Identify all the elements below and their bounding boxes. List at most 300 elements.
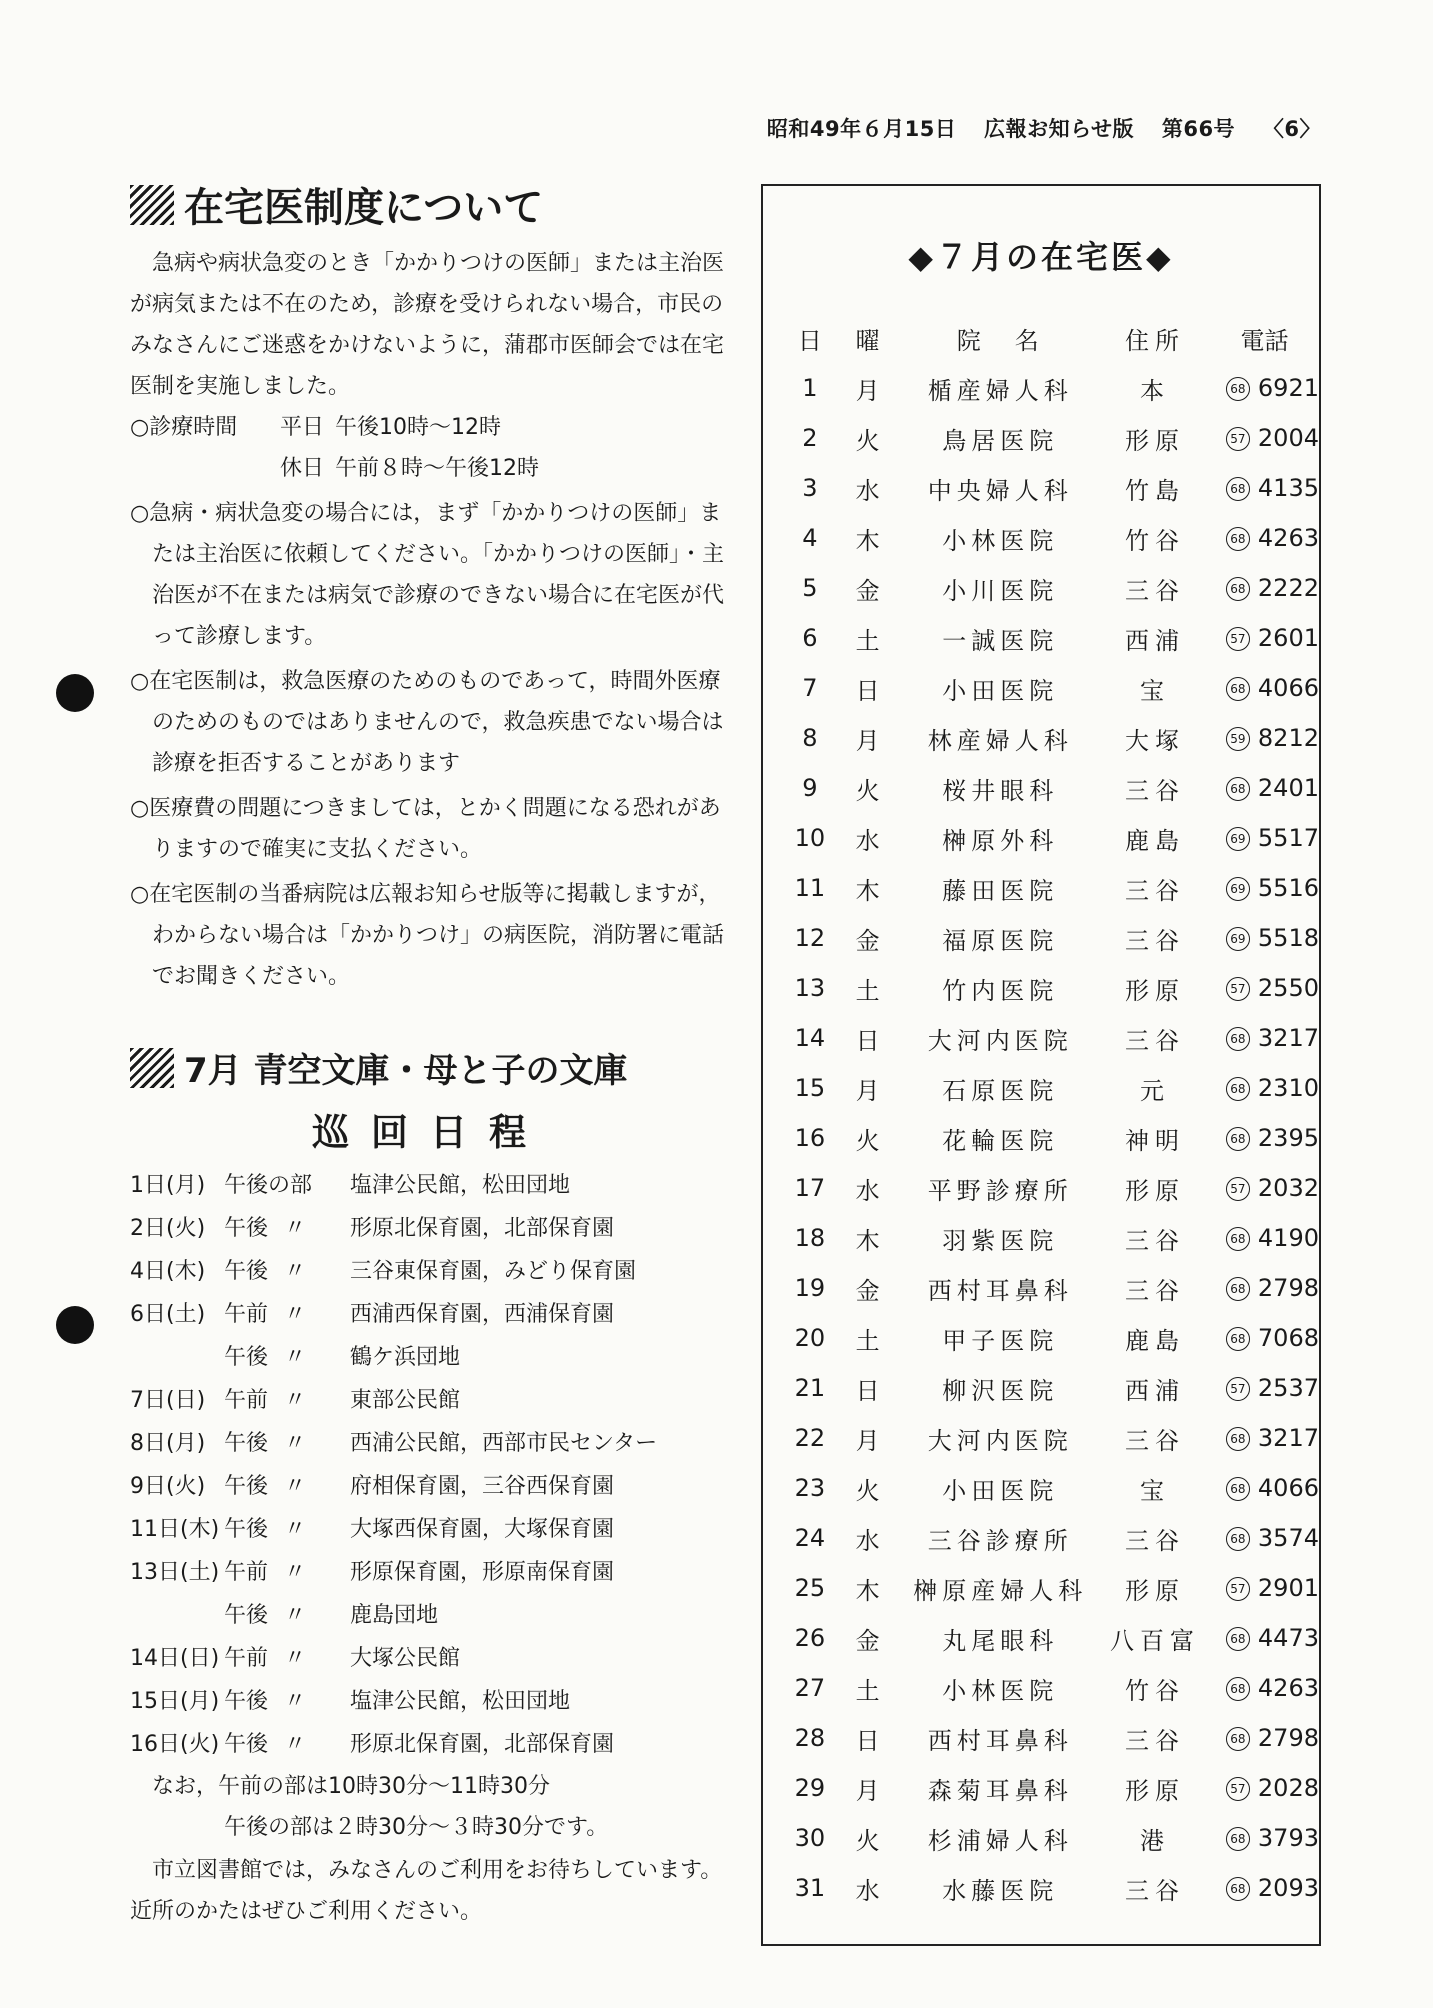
phone-number: 4263 <box>1257 524 1319 552</box>
phone-number: 4263 <box>1257 1674 1319 1702</box>
schedule-date: 14日(日) <box>130 1646 220 1671</box>
schedule-period: 午後 <box>224 1689 269 1714</box>
area-code-circle: 57 <box>1226 427 1250 451</box>
cell-address: 元 <box>1140 1076 1170 1105</box>
cell-phone <box>1210 1363 1319 1413</box>
cell-address: 形原 <box>1125 1176 1185 1205</box>
cell-phone <box>1210 1213 1319 1263</box>
cell-phone <box>1210 1513 1319 1563</box>
cell-weekday: 金 <box>855 576 880 605</box>
cell-phone <box>1210 863 1319 913</box>
cell-day: 25 <box>794 1574 826 1602</box>
schedule-period: 午後 <box>224 1517 269 1542</box>
cell-day: 15 <box>794 1074 826 1102</box>
cell-phone <box>1210 1113 1319 1163</box>
cell-address: 形原 <box>1125 1776 1185 1805</box>
cell-weekday: 月 <box>855 1076 880 1105</box>
cell-name: 森菊耳鼻科 <box>927 1776 1073 1805</box>
hours-label: ○診療時間 <box>130 415 238 440</box>
cell-day: 20 <box>794 1324 826 1352</box>
area-code-circle: 68 <box>1226 1027 1250 1051</box>
phone-number: 3217 <box>1257 1024 1319 1052</box>
phone-number: 2550 <box>1257 974 1319 1002</box>
cell-day: 21 <box>794 1374 826 1402</box>
phone-number: 2093 <box>1257 1874 1319 1902</box>
zaitakui-title: ◆７月の在宅医◆ <box>908 238 1174 276</box>
cell-weekday: 水 <box>855 1176 880 1205</box>
schedule-row <box>130 1293 730 1336</box>
phone-number: 2901 <box>1257 1574 1319 1602</box>
cell-phone <box>1210 363 1319 413</box>
schedule-row <box>130 1637 730 1680</box>
cell-day: 9 <box>802 774 818 802</box>
cell-address: 三谷 <box>1125 926 1185 955</box>
cell-name: 林産婦人科 <box>927 726 1073 755</box>
schedule-ditto-mark: 〃 <box>284 1345 307 1370</box>
schedule-places: 形原保育園，形原南保育園 <box>350 1560 615 1585</box>
cell-phone <box>1210 1013 1319 1063</box>
bunko-note-afternoon: 午後の部は２時30分～３時30分です。 <box>224 1815 609 1840</box>
cell-address: 三谷 <box>1125 1726 1185 1755</box>
table-row <box>785 513 1319 563</box>
cell-address: 大塚 <box>1125 726 1185 755</box>
area-code-circle: 68 <box>1226 1627 1250 1651</box>
phone-number: 2395 <box>1257 1124 1319 1152</box>
schedule-ditto-mark: 〃 <box>284 1732 307 1757</box>
area-code-circle: 69 <box>1226 927 1250 951</box>
table-row <box>785 1263 1319 1313</box>
schedule-ditto-mark: 〃 <box>284 1560 307 1585</box>
cell-address: 宝 <box>1140 1476 1170 1505</box>
cell-weekday: 日 <box>855 1726 880 1755</box>
table-row <box>785 1813 1319 1863</box>
area-code-circle: 57 <box>1226 1577 1250 1601</box>
area-code-circle: 68 <box>1226 577 1250 601</box>
cell-day: 23 <box>794 1474 826 1502</box>
cell-address: 竹谷 <box>1125 1676 1185 1705</box>
schedule-row <box>130 1207 730 1250</box>
cell-phone <box>1210 1313 1319 1363</box>
schedule-row <box>130 1164 730 1207</box>
phone-number: 4066 <box>1257 674 1319 702</box>
table-row <box>785 1863 1319 1913</box>
area-code-circle: 57 <box>1226 1177 1250 1201</box>
schedule-ditto-mark: 〃 <box>284 1259 307 1284</box>
cell-phone <box>1210 763 1319 813</box>
cell-phone <box>1210 1713 1319 1763</box>
area-code-circle: 57 <box>1226 627 1250 651</box>
schedule-ditto-mark: 〃 <box>284 1388 307 1413</box>
cell-day: 27 <box>794 1674 826 1702</box>
cell-name: 榊原産婦人科 <box>913 1576 1088 1605</box>
schedule-period: 午前 <box>224 1388 269 1413</box>
area-code-circle: 68 <box>1226 1727 1250 1751</box>
schedule-places: 東部公民館 <box>350 1388 461 1413</box>
area-code-circle: 69 <box>1226 827 1250 851</box>
cell-weekday: 金 <box>855 1626 880 1655</box>
table-row <box>785 1713 1319 1763</box>
zaitaku-note: ○在宅医制は，救急医療のためのものであって，時間外医療のためのものではありませんので，救急疾患でない場合は診療を拒否することがあります <box>130 669 724 776</box>
page-header <box>747 113 1321 143</box>
phone-number: 2004 <box>1257 424 1319 452</box>
col-header-address: 住所 <box>1125 326 1185 355</box>
schedule-places: 西浦公民館，西部市民センター <box>350 1431 658 1456</box>
phone-number: 6921 <box>1257 374 1319 402</box>
schedule-places: 鹿島団地 <box>350 1603 439 1628</box>
schedule-period: 午後 <box>224 1603 269 1628</box>
cell-weekday: 火 <box>855 1826 880 1855</box>
table-row <box>785 1013 1319 1063</box>
area-code-circle: 57 <box>1226 1377 1250 1401</box>
cell-day: 10 <box>794 824 826 852</box>
schedule-period: 午後の部 <box>224 1173 313 1198</box>
punch-hole-bottom <box>56 1306 94 1344</box>
table-row <box>785 1363 1319 1413</box>
cell-day: 24 <box>794 1524 826 1552</box>
cell-name: 小田医院 <box>942 1476 1059 1505</box>
phone-number: 2601 <box>1257 624 1319 652</box>
schedule-date: 15日(月) <box>130 1689 220 1714</box>
cell-address: 本 <box>1140 376 1170 405</box>
table-row <box>785 1663 1319 1713</box>
cell-address: 形原 <box>1125 1576 1185 1605</box>
phone-number: 2032 <box>1257 1174 1319 1202</box>
cell-address: 宝 <box>1140 676 1170 705</box>
schedule-row <box>130 1379 730 1422</box>
table-row <box>785 863 1319 913</box>
area-code-circle: 68 <box>1226 677 1250 701</box>
cell-name: 桜井眼科 <box>942 776 1059 805</box>
cell-day: 3 <box>802 474 818 502</box>
cell-weekday: 水 <box>855 476 880 505</box>
bunko-title-text: 7月 青空文庫・母と子の文庫 <box>184 1051 628 1091</box>
cell-weekday: 月 <box>855 1776 880 1805</box>
schedule-period: 午後 <box>224 1431 269 1456</box>
cell-day: 17 <box>794 1174 826 1202</box>
bunko-section-title <box>130 1043 730 1092</box>
cell-address: 三谷 <box>1125 1026 1185 1055</box>
schedule-date: 1日(月) <box>130 1173 206 1198</box>
publication-name: 広報お知らせ版 <box>984 117 1135 141</box>
cell-address: 西浦 <box>1125 626 1185 655</box>
table-row <box>785 1513 1319 1563</box>
cell-name: 羽紫医院 <box>942 1226 1059 1255</box>
cell-address: 形原 <box>1125 426 1185 455</box>
area-code-circle: 68 <box>1226 1127 1250 1151</box>
cell-address: 西浦 <box>1125 1376 1185 1405</box>
col-header-name: 院 名 <box>956 326 1044 355</box>
table-row <box>785 763 1319 813</box>
cell-weekday: 水 <box>855 1526 880 1555</box>
table-row <box>785 913 1319 963</box>
cell-weekday: 火 <box>855 1126 880 1155</box>
cell-day: 2 <box>802 424 818 452</box>
zaitaku-note: ○急病・病状急変の場合には，まず「かかりつけの医師」または主治医に依頼してください。「かかりつけの医師」・主治医が不在または病気で診療のできない場合に在宅医が代って診療します。 <box>130 501 725 649</box>
cell-phone <box>1210 663 1319 713</box>
area-code-circle: 68 <box>1226 1277 1250 1301</box>
cell-day: 5 <box>802 574 818 602</box>
cell-phone <box>1210 813 1319 863</box>
cell-phone <box>1210 513 1319 563</box>
table-row <box>785 1763 1319 1813</box>
cell-name: 竹内医院 <box>942 976 1059 1005</box>
col-header-weekday: 曜 <box>855 326 880 355</box>
cell-address: 三谷 <box>1125 876 1185 905</box>
schedule-row <box>130 1508 730 1551</box>
phone-number: 4066 <box>1257 1474 1319 1502</box>
hatch-mark-icon <box>130 1048 174 1088</box>
schedule-places: 塩津公民館，松田団地 <box>350 1173 571 1198</box>
zaitaku-note: ○医療費の問題につきましては，とかく問題になる恐れがありますので確実に支払ください。 <box>130 796 721 862</box>
cell-weekday: 月 <box>855 1426 880 1455</box>
cell-day: 29 <box>794 1774 826 1802</box>
schedule-ditto-mark: 〃 <box>284 1646 307 1671</box>
left-column <box>130 176 730 1932</box>
schedule-date: 4日(木) <box>130 1259 206 1284</box>
table-row <box>785 713 1319 763</box>
cell-address: 鹿島 <box>1125 826 1185 855</box>
cell-phone <box>1210 563 1319 613</box>
area-code-circle: 68 <box>1226 1477 1250 1501</box>
schedule-places: 大塚公民館 <box>350 1646 461 1671</box>
cell-address: 三谷 <box>1125 1276 1185 1305</box>
cell-name: 鳥居医院 <box>942 426 1059 455</box>
cell-day: 19 <box>794 1274 826 1302</box>
bunko-schedule <box>130 1164 730 1766</box>
area-code-circle: 59 <box>1226 727 1250 751</box>
schedule-places: 鶴ケ浜団地 <box>350 1345 461 1370</box>
phone-number: 8212 <box>1257 724 1319 752</box>
schedule-row <box>130 1723 730 1766</box>
cell-weekday: 土 <box>855 626 880 655</box>
area-code-circle: 68 <box>1226 377 1250 401</box>
table-row <box>785 413 1319 463</box>
cell-address: 神明 <box>1125 1126 1185 1155</box>
table-row <box>785 563 1319 613</box>
schedule-date: 7日(日) <box>130 1388 206 1413</box>
bunko-section <box>130 1043 730 1932</box>
cell-day: 14 <box>794 1024 826 1052</box>
schedule-period: 午後 <box>224 1345 269 1370</box>
cell-weekday: 火 <box>855 1476 880 1505</box>
cell-phone <box>1210 913 1319 963</box>
cell-name: 藤田医院 <box>942 876 1059 905</box>
schedule-ditto-mark: 〃 <box>284 1603 307 1628</box>
cell-day: 12 <box>794 924 826 952</box>
cell-name: 石原医院 <box>942 1076 1059 1105</box>
cell-weekday: 木 <box>855 876 880 905</box>
schedule-row <box>130 1680 730 1723</box>
table-row <box>785 1113 1319 1163</box>
schedule-period: 午前 <box>224 1302 269 1327</box>
cell-name: 榊原外科 <box>942 826 1059 855</box>
cell-name: 小川医院 <box>942 576 1059 605</box>
cell-address: 八百富 <box>1110 1626 1200 1655</box>
zaitaku-section-title <box>130 176 730 233</box>
cell-weekday: 月 <box>855 726 880 755</box>
schedule-row <box>130 1465 730 1508</box>
zaitaku-intro: 急病や病状急変のとき「かかりつけの医師」または主治医が病気または不在のため，診療を受けられない場合，市民のみなさんにご迷惑をかけないように，蒲郡市医師会では在宅医制を実施しました。 <box>130 251 725 399</box>
cell-phone <box>1210 1863 1319 1913</box>
cell-phone <box>1210 413 1319 463</box>
schedule-row <box>130 1336 730 1379</box>
cell-day: 7 <box>802 674 818 702</box>
cell-address: 三谷 <box>1125 1526 1185 1555</box>
schedule-row <box>130 1250 730 1293</box>
cell-weekday: 日 <box>855 676 880 705</box>
cell-weekday: 水 <box>855 826 880 855</box>
issue-number: 第66号 <box>1161 117 1236 141</box>
cell-name: 小林医院 <box>942 1676 1059 1705</box>
area-code-circle: 68 <box>1226 1227 1250 1251</box>
cell-address: 三谷 <box>1125 576 1185 605</box>
table-row <box>785 1613 1319 1663</box>
area-code-circle: 68 <box>1226 1077 1250 1101</box>
phone-number: 3217 <box>1257 1424 1319 1452</box>
schedule-places: 形原北保育園，北部保育園 <box>350 1732 615 1757</box>
table-row <box>785 813 1319 863</box>
phone-number: 2798 <box>1257 1724 1319 1752</box>
schedule-places: 府相保育園，三谷西保育園 <box>350 1474 615 1499</box>
table-row <box>785 1163 1319 1213</box>
hours-day: 平日 <box>280 415 325 440</box>
zaitakui-table <box>785 313 1319 1913</box>
hatch-mark-icon <box>130 185 174 225</box>
area-code-circle: 68 <box>1226 527 1250 551</box>
schedule-date: 9日(火) <box>130 1474 206 1499</box>
cell-weekday: 木 <box>855 1226 880 1255</box>
area-code-circle: 68 <box>1226 477 1250 501</box>
zaitaku-title-text: 在宅医制度について <box>184 185 544 231</box>
schedule-row <box>130 1594 730 1637</box>
cell-name: 西村耳鼻科 <box>927 1276 1073 1305</box>
schedule-ditto-mark: 〃 <box>284 1216 307 1241</box>
cell-name: 花輪医院 <box>942 1126 1059 1155</box>
cell-day: 16 <box>794 1124 826 1152</box>
cell-name: 柳沢医院 <box>942 1376 1059 1405</box>
cell-weekday: 日 <box>855 1376 880 1405</box>
cell-phone <box>1210 1163 1319 1213</box>
cell-name: 西村耳鼻科 <box>927 1726 1073 1755</box>
area-code-circle: 69 <box>1226 877 1250 901</box>
cell-phone <box>1210 1763 1319 1813</box>
schedule-period: 午後 <box>224 1474 269 1499</box>
bunko-note-morning: なお，午前の部は10時30分～11時30分 <box>152 1774 550 1799</box>
bunko-subtitle: 巡回日程 <box>312 1111 548 1154</box>
phone-number: 3574 <box>1257 1524 1319 1552</box>
schedule-places: 塩津公民館，松田団地 <box>350 1689 571 1714</box>
schedule-date: 16日(火) <box>130 1732 220 1757</box>
table-row <box>785 1563 1319 1613</box>
cell-phone <box>1210 463 1319 513</box>
cell-phone <box>1210 1063 1319 1113</box>
schedule-period: 午後 <box>224 1216 269 1241</box>
bunko-note <box>130 1766 730 1848</box>
schedule-places: 西浦西保育園，西浦保育園 <box>350 1302 615 1327</box>
schedule-date: 8日(月) <box>130 1431 206 1456</box>
schedule-period: 午前 <box>224 1646 269 1671</box>
area-code-circle: 68 <box>1226 1677 1250 1701</box>
table-row <box>785 663 1319 713</box>
phone-number: 2401 <box>1257 774 1319 802</box>
table-row <box>785 463 1319 513</box>
cell-weekday: 金 <box>855 1276 880 1305</box>
cell-day: 30 <box>794 1824 826 1852</box>
cell-phone <box>1210 713 1319 763</box>
cell-address: 竹谷 <box>1125 526 1185 555</box>
cell-name: 三谷診療所 <box>927 1526 1073 1555</box>
schedule-date: 11日(木) <box>130 1517 220 1542</box>
cell-phone <box>1210 1463 1319 1513</box>
hours-row-holiday <box>130 448 730 489</box>
cell-name: 甲子医院 <box>942 1326 1059 1355</box>
cell-day: 1 <box>802 374 818 402</box>
cell-weekday: 土 <box>855 1676 880 1705</box>
area-code-circle: 57 <box>1226 1777 1250 1801</box>
table-row <box>785 1463 1319 1513</box>
schedule-date: 13日(土) <box>130 1560 220 1585</box>
table-row <box>785 1213 1319 1263</box>
table-row <box>785 1313 1319 1363</box>
cell-day: 31 <box>794 1874 826 1902</box>
cell-phone <box>1210 1563 1319 1613</box>
table-row <box>785 613 1319 663</box>
phone-number: 2310 <box>1257 1074 1319 1102</box>
schedule-places: 三谷東保育園，みどり保育園 <box>350 1259 637 1284</box>
cell-name: 大河内医院 <box>927 1026 1073 1055</box>
zaitaku-note: ○在宅医制の当番病院は広報お知らせ版等に掲載しますが，わからない場合は「かかりつけ」の病医院，消防署に電話でお聞きください。 <box>130 882 725 989</box>
cell-weekday: 木 <box>855 526 880 555</box>
schedule-row <box>130 1551 730 1594</box>
table-header-row <box>785 313 1319 363</box>
cell-day: 6 <box>802 624 818 652</box>
phone-number: 2798 <box>1257 1274 1319 1302</box>
table-row <box>785 963 1319 1013</box>
phone-number: 2537 <box>1257 1374 1319 1402</box>
area-code-circle: 68 <box>1226 1427 1250 1451</box>
schedule-row <box>130 1422 730 1465</box>
issue-date: 昭和49年６月15日 <box>766 117 957 141</box>
table-row <box>785 1413 1319 1463</box>
schedule-places: 形原北保育園，北部保育園 <box>350 1216 615 1241</box>
cell-phone <box>1210 1813 1319 1863</box>
cell-name: 水藤医院 <box>942 1876 1059 1905</box>
schedule-ditto-mark: 〃 <box>284 1302 307 1327</box>
cell-name: 小田医院 <box>942 676 1059 705</box>
schedule-date: 6日(土) <box>130 1302 206 1327</box>
phone-number: 2028 <box>1257 1774 1319 1802</box>
cell-name: 中央婦人科 <box>927 476 1073 505</box>
cell-name: 楯産婦人科 <box>927 376 1073 405</box>
cell-address: 三谷 <box>1125 1426 1185 1455</box>
cell-day: 8 <box>802 724 818 752</box>
cell-weekday: 火 <box>855 426 880 455</box>
cell-name: 福原医院 <box>942 926 1059 955</box>
bunko-closing: 市立図書館では，みなさんのご利用をお待ちしています。近所のかたはぜひご利用ください。 <box>130 1858 723 1924</box>
phone-number: 5517 <box>1257 824 1319 852</box>
hours-time: 午後10時～12時 <box>335 415 501 440</box>
hours-time: 午前８時～午後12時 <box>335 456 539 481</box>
cell-name: 丸尾眼科 <box>942 1626 1059 1655</box>
phone-number: 4190 <box>1257 1224 1319 1252</box>
area-code-circle: 68 <box>1226 777 1250 801</box>
cell-weekday: 土 <box>855 976 880 1005</box>
area-code-circle: 68 <box>1226 1527 1250 1551</box>
area-code-circle: 57 <box>1226 977 1250 1001</box>
cell-weekday: 月 <box>855 376 880 405</box>
schedule-period: 午前 <box>224 1560 269 1585</box>
col-header-day: 日 <box>797 326 822 355</box>
